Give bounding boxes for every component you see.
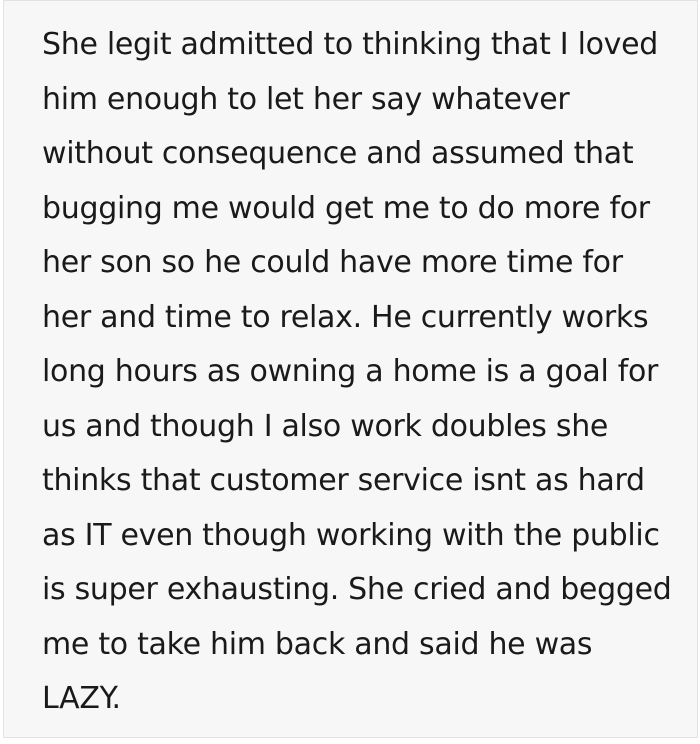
quote-text	[4, 1, 697, 727]
quote-line: as IT even though working with the public	[42, 517, 660, 553]
quote-line: thinks that customer service isnt as hard	[42, 463, 645, 498]
quote-line: LAZY.	[42, 681, 121, 716]
quote-line: is super exhausting. She cried and begged	[42, 572, 672, 607]
quote-line: her and time to relax. He currently works	[42, 299, 649, 335]
quote-line: us and though I also work doubles she	[42, 408, 609, 444]
quote-line: him enough to let her say whatever	[42, 81, 570, 117]
quote-line: long hours as owning a home is a goal for	[42, 354, 659, 389]
quote-line: without consequence and assumed that	[42, 136, 634, 171]
quote-block	[3, 0, 698, 738]
quote-line: her son so he could have more time for	[42, 245, 623, 280]
quote-line: bugging me would get me to do more for	[42, 190, 650, 226]
quote-line: me to take him back and said he was	[42, 626, 593, 662]
quote-line: She legit admitted to thinking that I loved	[42, 27, 659, 62]
